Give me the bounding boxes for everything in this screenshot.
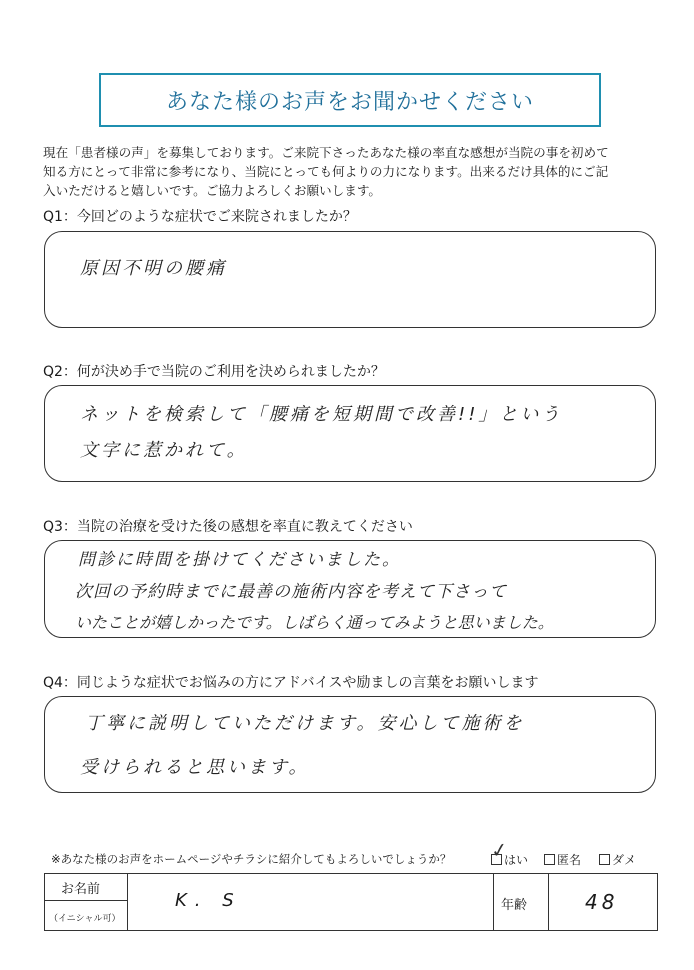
answer-2-line-1: ネットを検索して「腰痛を短期間で改善!!」という (80, 404, 563, 425)
answer-1-line-1: 原因不明の腰痛 (80, 258, 227, 279)
answer-3-line-3: いたことが嬉しかったです。しばらく通ってみようと思いました。 (75, 613, 554, 632)
question-1-label: Q1：今回どのような症状でご来院されましたか？ (43, 209, 357, 225)
form-title: あなた様のお声をお聞かせください (165, 89, 534, 115)
checkbox-no[interactable] (599, 854, 610, 865)
answer-3-line-1: 問診に時間を掛けてくださいました。 (78, 550, 401, 570)
question-2-label: Q2：何が決め手で当院のご利用を決められましたか？ (43, 364, 385, 380)
consent-option-no[interactable] (599, 851, 636, 868)
option-no-label: ダメ (612, 853, 637, 867)
answer-2-line-2: 文字に惹かれて。 (80, 440, 248, 461)
question-3-label: Q3：当院の治療を受けた後の感想を率直に教えてください (43, 519, 413, 535)
name-label: お名前 (61, 882, 101, 897)
answer-3-line-2: 次回の予約時までに最善の施術内容を考えて下さって (75, 582, 507, 602)
answer-2-box (44, 385, 656, 482)
divider (45, 900, 127, 901)
check-mark-icon: ✓ (489, 836, 510, 864)
info-table (44, 873, 658, 931)
intro-text: 現在「患者様の声」を募集しております。ご来院下さったあなた様の率直な感想が当院の事を初めて 知る方にとって非常に参考になり、当院にとっても何よりの力になります。出来るだけ具体的にご記 入いただけると嬉しいです。ご協力よろしくお願いします。 (43, 145, 609, 198)
answer-4-line-1: 丁寧に説明していただけます。安心して施術を (85, 713, 525, 734)
name-value[interactable]: K. S (175, 890, 242, 911)
option-anonymous-label: 匿名 (557, 853, 582, 867)
age-value[interactable]: 48 (585, 890, 619, 914)
answer-4-line-2: 受けられると思います。 (80, 757, 310, 778)
consent-question: ※あなた様のお声をホームページやチラシに紹介してもよろしいでしょうか？ (51, 852, 452, 866)
name-note: （イニシャル可） (49, 914, 121, 924)
consent-option-anonymous[interactable] (544, 851, 581, 868)
form-title-box (99, 73, 601, 127)
divider (127, 874, 128, 930)
age-label: 年齢 (501, 898, 528, 913)
answer-1-box (44, 231, 656, 328)
answer-4-box (44, 696, 656, 793)
divider (548, 874, 549, 930)
option-yes-label: はい (504, 853, 529, 867)
checkbox-anonymous[interactable] (544, 854, 555, 865)
answer-3-box (44, 540, 656, 638)
divider (493, 874, 494, 930)
question-4-label: Q4：同じような症状でお悩みの方にアドバイスや励ましの言葉をお願いします (43, 675, 539, 691)
